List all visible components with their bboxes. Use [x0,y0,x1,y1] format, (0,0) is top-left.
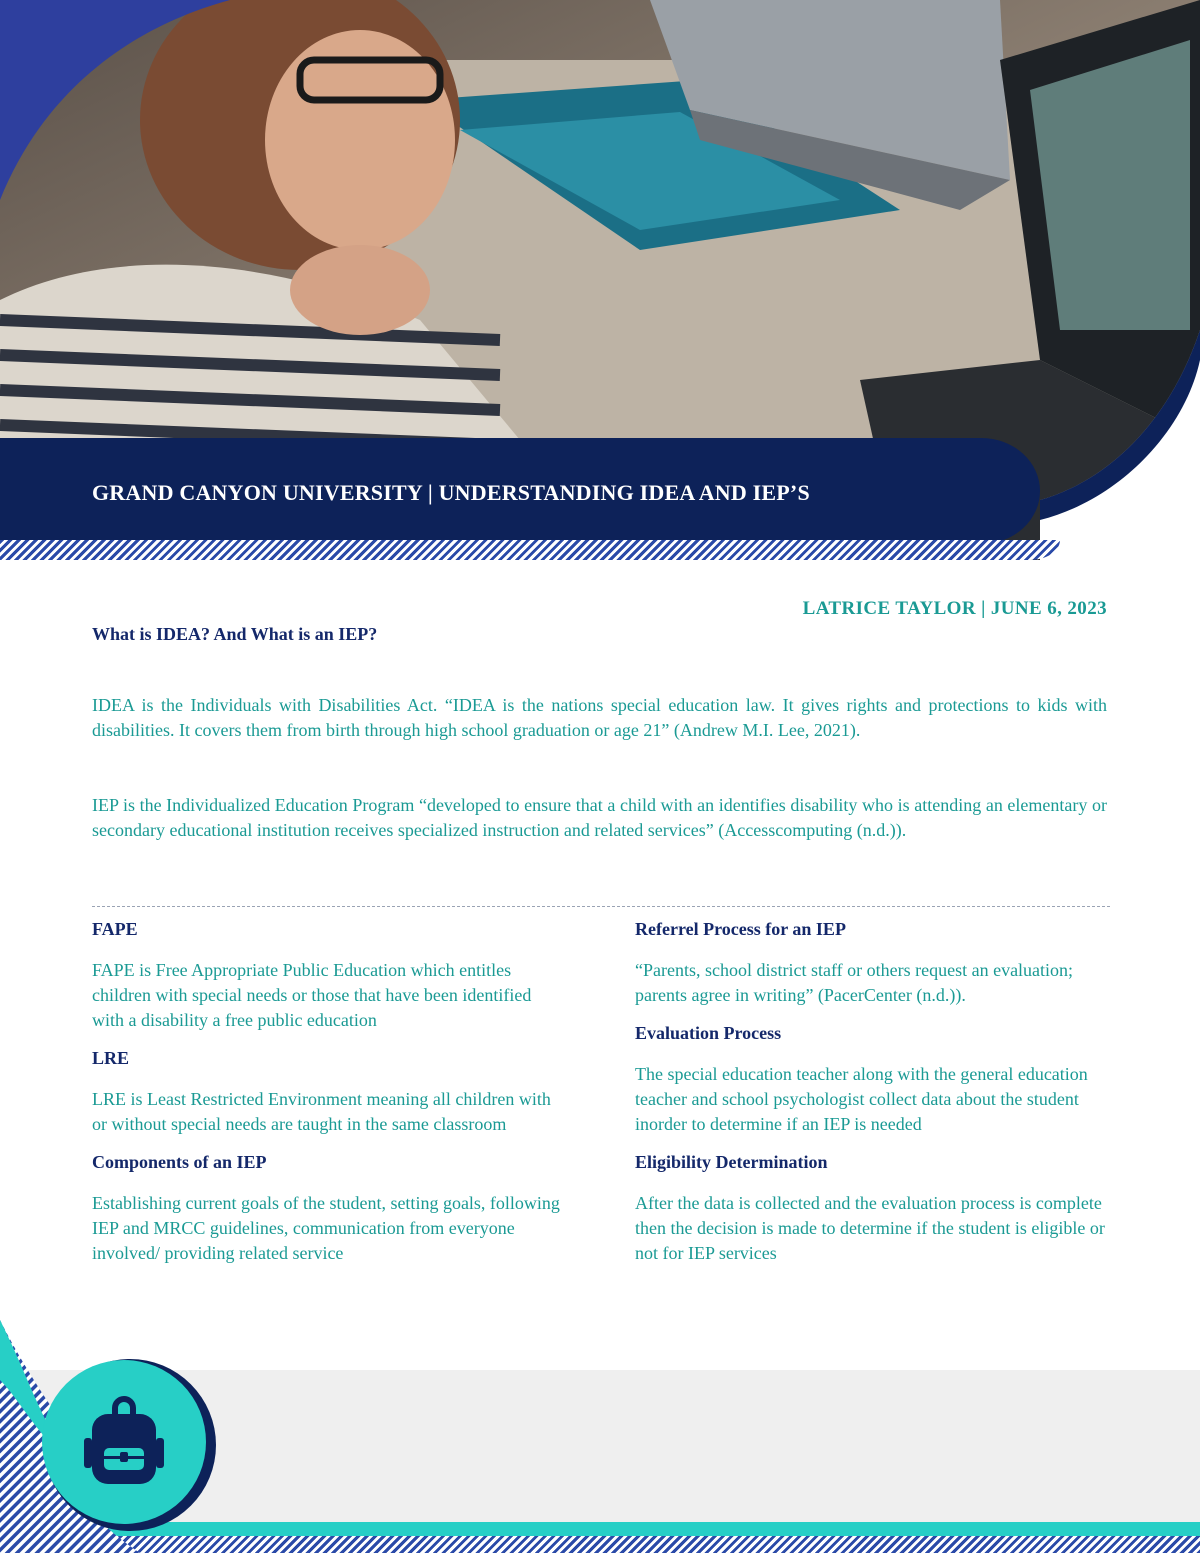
evaluation-heading: Evaluation Process [635,1023,782,1043]
author-date-line: LATRICE TAYLOR | JUNE 6, 2023 [802,598,1107,619]
lre-heading: LRE [92,1048,130,1068]
eligibility-body: After the data is collected and the evaluation process is complete then the decision is made to determine if the student is eligible or not for IEP services [635,1193,1105,1263]
fape-body: FAPE is Free Appropriate Public Education which entitles children with special needs or those that have been identified with a disability a free public education [92,960,532,1030]
fape-heading: FAPE [92,919,138,939]
section-divider [92,906,1110,907]
components-body: Establishing current goals of the student, setting goals, following IEP and MRCC guidelines, communication from everyone involved/ providing related service [92,1193,560,1263]
referral-heading: Referrel Process for an IEP [635,919,846,939]
referral-body: “Parents, school district staff or others request an evaluation; parents agree in writing” (PacerCenter (n.d.)). [635,960,1074,1005]
intro-heading: What is IDEA? And What is an IEP? [92,624,378,644]
page-title: GRAND CANYON UNIVERSITY | UNDERSTANDING IDEA AND IEP’S [92,480,810,505]
components-heading: Components of an IEP [92,1152,267,1172]
right-column [635,918,1105,1280]
iep-paragraph: IEP is the Individualized Education Program “developed to ensure that a child with an identifies disability who is attending an elementary or secondary educational institution receives specialized instruction and related services” (Accesscomputing (n.d.)). [92,795,1107,840]
lre-body: LRE is Least Restricted Environment meaning all children with or without special needs are taught in the same classroom [92,1089,551,1134]
eligibility-heading: Eligibility Determination [635,1152,828,1172]
hatch-stripe [0,540,1060,560]
left-column [92,918,562,1280]
footer-decoration [0,1320,260,1553]
idea-paragraph: IDEA is the Individuals with Disabilities Act. “IDEA is the nations special education law. It gives rights and protections to kids with disabilities. It covers them from birth through high school graduation or age 21” (Andrew M.I. Lee, 2021). [92,695,1107,740]
evaluation-body: The special education teacher along with the general education teacher and school psychologist collect data about the student inorder to determine if an IEP is needed [635,1064,1088,1134]
